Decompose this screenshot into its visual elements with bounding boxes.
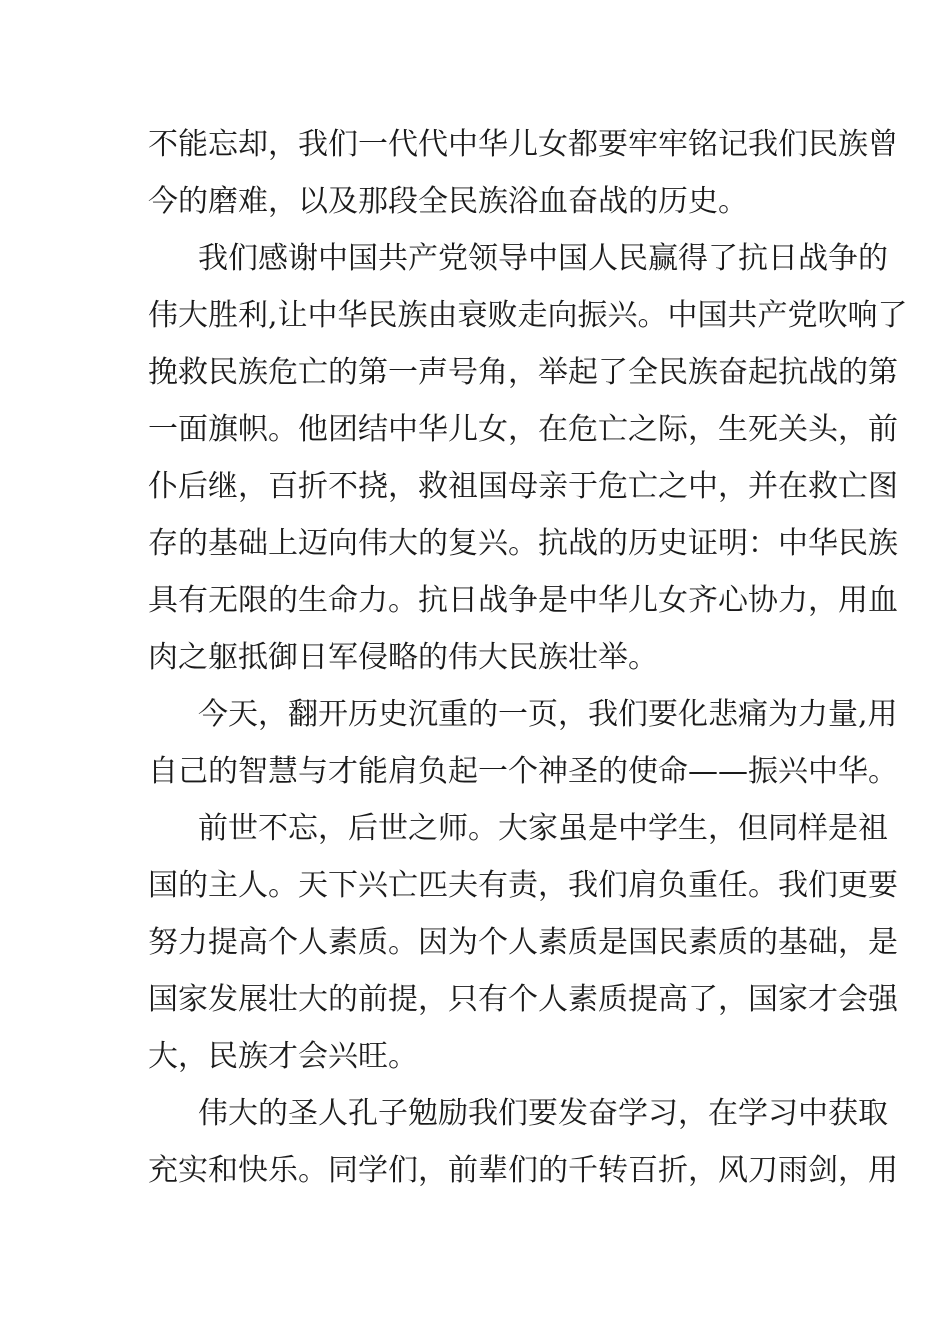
text-line: 努力提高个人素质。因为个人素质是国民素质的基础，是 — [148, 925, 898, 960]
text-line: 国家发展壮大的前提，只有个人素质提高了，国家才会强 — [148, 982, 898, 1017]
text-line: 存的基础上迈向伟大的复兴。抗战的历史证明：中华民族 — [148, 526, 898, 561]
text-line: 不能忘却，我们一代代中华儿女都要牢牢铭记我们民族曾 — [148, 127, 898, 162]
text-line: 大，民族才会兴旺。 — [148, 1039, 418, 1074]
paragraph-first-line: 我们感谢中国共产党领导中国人民赢得了抗日战争的 — [198, 241, 888, 276]
text-line: 国的主人。天下兴亡匹夫有责，我们肩负重任。我们更要 — [148, 868, 898, 903]
text-line: 肉之躯抵御日军侵略的伟大民族壮举。 — [148, 640, 658, 675]
paragraph-first-line: 今天，翻开历史沉重的一页，我们要化悲痛为力量,用 — [198, 697, 898, 732]
text-line: 充实和快乐。同学们，前辈们的千转百折，风刀雨剑，用 — [148, 1153, 898, 1188]
paragraph-first-line: 伟大的圣人孔子勉励我们要发奋学习，在学习中获取 — [198, 1096, 888, 1131]
text-line: 伟大胜利,让中华民族由衰败走向振兴。中国共产党吹响了 — [148, 298, 908, 333]
body-text — [148, 116, 908, 1199]
text-line: 今的磨难，以及那段全民族浴血奋战的历史。 — [148, 184, 748, 219]
text-line: 自己的智慧与才能肩负起一个神圣的使命——振兴中华。 — [148, 754, 898, 789]
text-line: 挽救民族危亡的第一声号角，举起了全民族奋起抗战的第 — [148, 355, 898, 390]
text-line: 具有无限的生命力。抗日战争是中华儿女齐心协力，用血 — [148, 583, 898, 618]
text-line: 仆后继，百折不挠，救祖国母亲于危亡之中，并在救亡图 — [148, 469, 898, 504]
text-line: 一面旗帜。他团结中华儿女，在危亡之际，生死关头，前 — [148, 412, 898, 447]
paragraph-first-line: 前世不忘，后世之师。大家虽是中学生，但同样是祖 — [198, 811, 888, 846]
